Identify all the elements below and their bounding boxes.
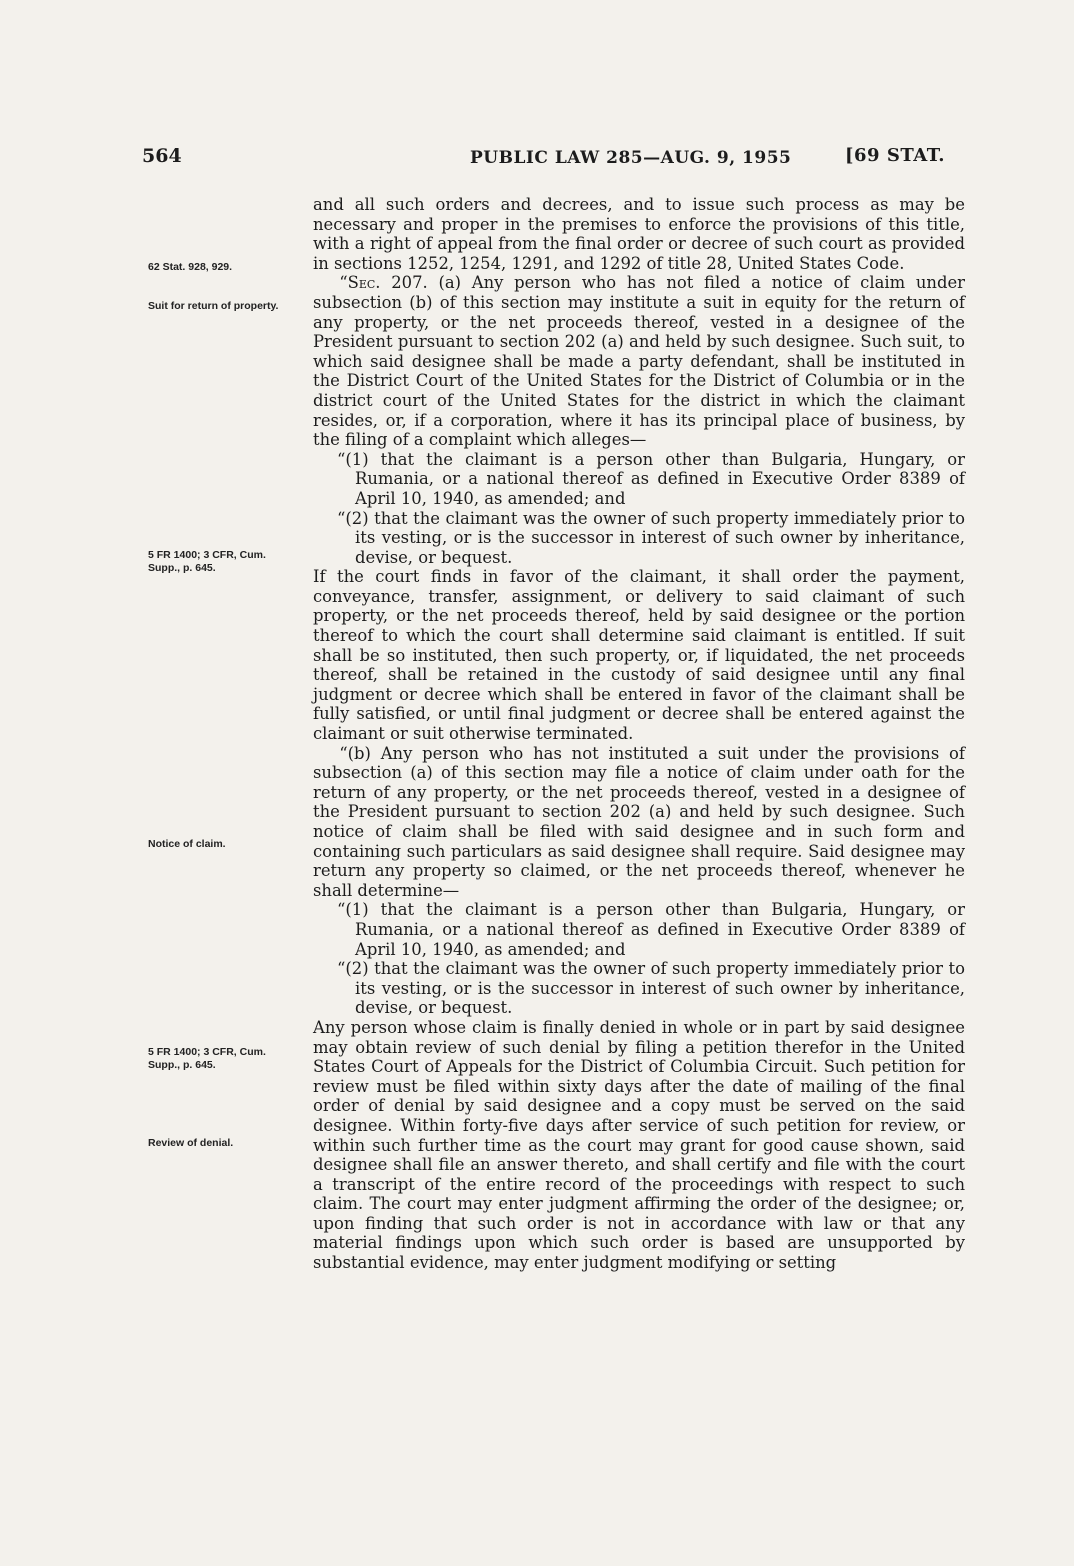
section-label: “Sec. 207. <box>339 273 428 293</box>
margin-heading-notice: Notice of claim. <box>148 838 226 850</box>
volume-tag: [69 STAT. <box>845 145 946 166</box>
clause-a-1: “(1) that the claimant is a person other than Bulgaria, Hungary, or Rumania, or a national thereof as defined in Executive Order 8389 of April 10, 1940, as amended; and <box>337 449 965 508</box>
paragraph-review-denial: Any person whose claim is finally denied in whole or in part by said designee may obtain review of such denial by filing a petition therefor in the United States Court of Appeals for the District of Columbia Circuit. Such petition for review must be filed within sixty days after the date of mailing of the final order of denial by said designee and a copy must be served on the said designee. Within forty-five days after service of such petition for review, or within such further time as the court may grant for good cause shown, said designee shall file an answer thereto, and shall certify and file with the court a transcript of the entire record of the proceedings with respect to such claim. The court may enter judgment affirming the order of the designee; or, upon finding that such order is not in accordance with law or that any material findings upon which such order is based are unsupported by substantial evidence, may enter judgment modifying or setting <box>313 1017 965 1273</box>
paragraph-orders-decrees: and all such orders and decrees, and to issue such process as may be necessary and proper in the premises to enforce the provisions of this title, with a right of appeal from the final order or decree of such court as provided in sections 1252, 1254, 1291, and 1292 of title 28, United States Code. <box>313 195 965 273</box>
paragraph-sec-207-a <box>313 273 965 449</box>
clause-a-2: “(2) that the claimant was the owner of such property immediately prior to its vesting, or is the successor in interest of such owner by inheritance, devise, or bequest. <box>337 508 965 567</box>
statute-text <box>313 195 965 1273</box>
margin-citation-stat: 62 Stat. 928, 929. <box>148 261 233 273</box>
running-head: PUBLIC LAW 285—AUG. 9, 1955 <box>470 148 792 168</box>
page-number: 564 <box>142 145 182 167</box>
section-207-a-text: (a) Any person who has not filed a notice of claim under subsection (b) of this section may institute a suit in equity for the return of any property, or the net proceeds thereof, vested in a designee of the President pursuant to section 202 (a) and held by such designee. Such suit, to which said designee shall be made a party defendant, shall be instituted in the District Court of the United States for the District of Columbia or in the district court of the United States for the district in which the claimant resides, or, if a corporation, where it has its principal place of business, by the filing of a complaint which alleges— <box>313 273 965 450</box>
margin-citation-fr-1: 5 FR 1400; 3 CFR, Cum. Supp., p. 645. <box>148 549 266 574</box>
paragraph-sec-207-b: “(b) Any person who has not instituted a suit under the provisions of subsection (a) of this section may file a notice of claim under oath for the return of any property, or the net proceeds thereof, vested in a designee of the President pursuant to section 202 (a) and held by such designee. Such notice of claim shall be filed with said designee and in such form and containing such particulars as said designee shall require. Said designee may return any property so claimed, or the net proceeds thereof, whenever he shall determine— <box>313 743 965 900</box>
margin-heading-suit: Suit for return of property. <box>148 300 279 312</box>
clause-b-2: “(2) that the claimant was the owner of such property immediately prior to its vesting, or is the successor in interest of such owner by inheritance, devise, or bequest. <box>337 959 965 1018</box>
paragraph-court-finds: If the court finds in favor of the claimant, it shall order the payment, conveyance, transfer, assignment, or delivery to said claimant of such property, or the net proceeds thereof, held by said designee or the portion thereof to which the court shall determine said claimant is entitled. If suit shall be so instituted, then such property, or, if liquidated, the net proceeds thereof, shall be retained in the custody of said designee until any final judgment or decree which shall be entered in favor of the claimant shall be fully satisfied, or until final judgment or decree shall be entered against the claimant or suit otherwise terminated. <box>313 567 965 744</box>
margin-citation-fr-2: 5 FR 1400; 3 CFR, Cum. Supp., p. 645. <box>148 1046 266 1071</box>
clause-b-1: “(1) that the claimant is a person other than Bulgaria, Hungary, or Rumania, or a national thereof as defined in Executive Order 8389 of April 10, 1940, as amended; and <box>337 900 965 959</box>
margin-heading-review: Review of denial. <box>148 1137 234 1149</box>
